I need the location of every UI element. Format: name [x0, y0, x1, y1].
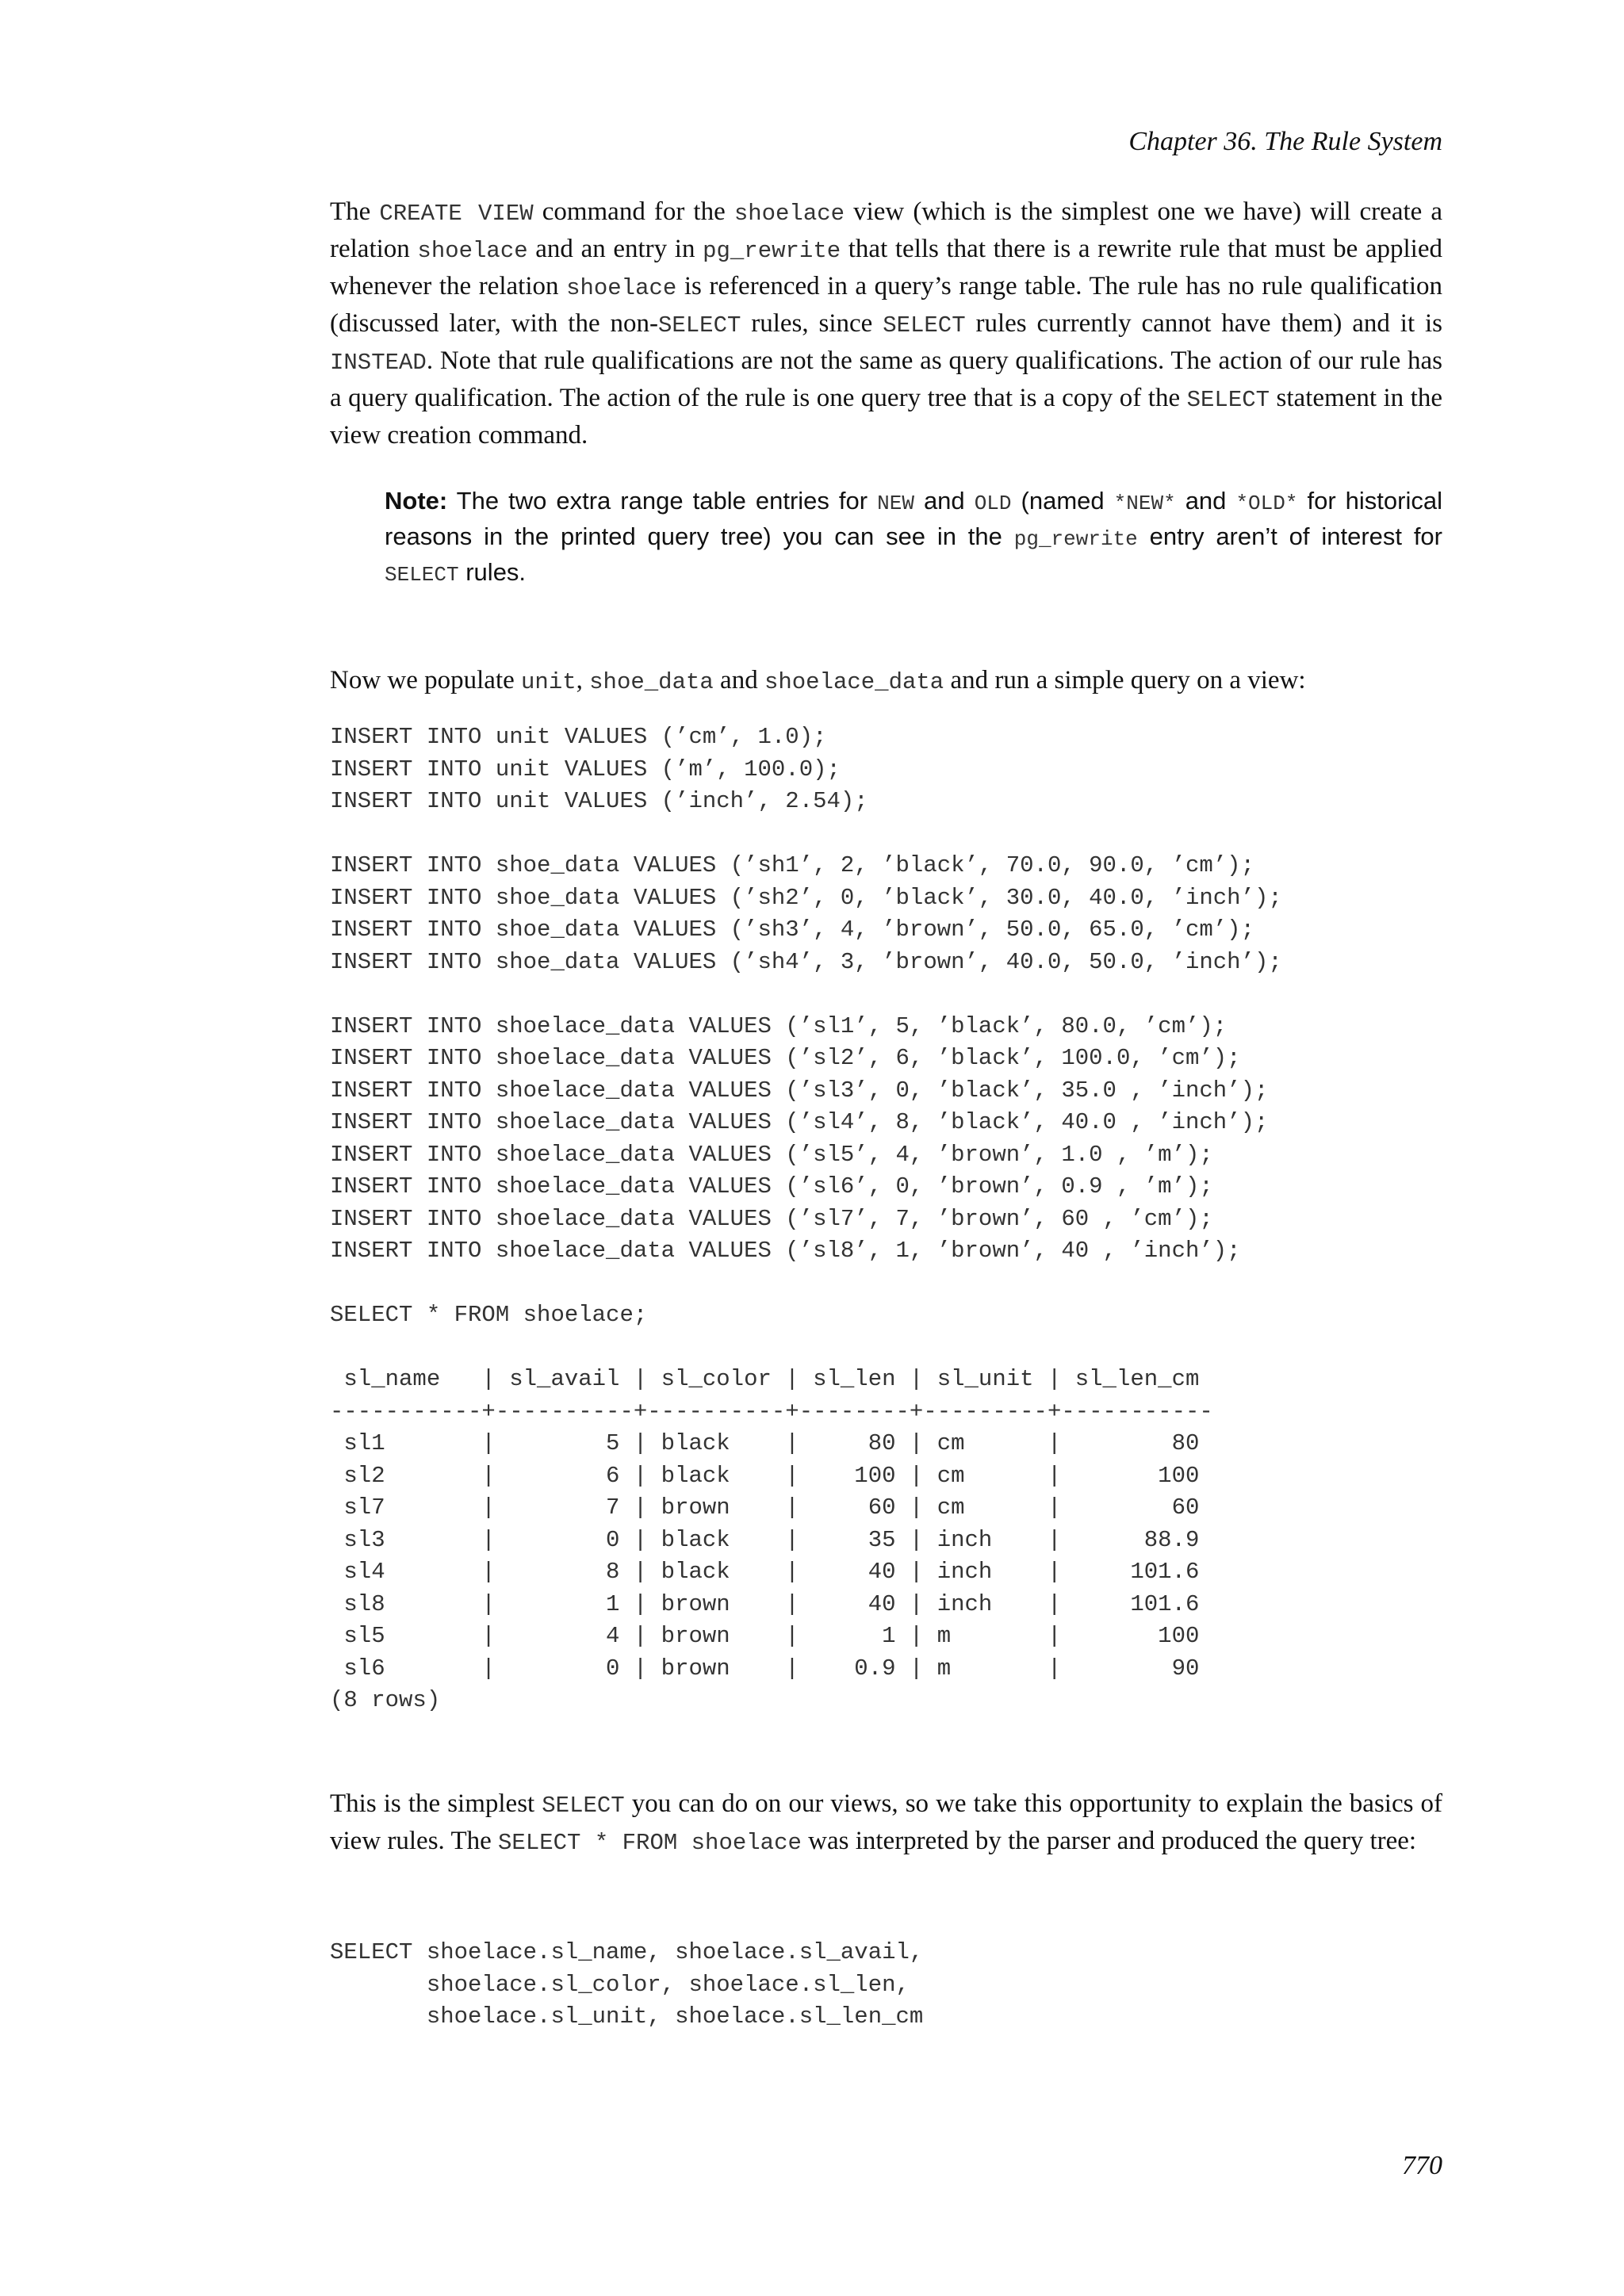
code-block-query-tree [330, 1937, 923, 2034]
text-run: entry aren’t of interest for [1137, 522, 1442, 550]
table-row: sl6 | 0 | brown | 0.9 | m | 90 [330, 1655, 1200, 1682]
inline-code: SELECT [883, 312, 966, 339]
note-block [385, 484, 1442, 591]
paragraph-create-view [330, 194, 1442, 453]
table-row: sl8 | 1 | brown | 40 | inch | 101.6 [330, 1590, 1200, 1617]
text-run: rules currently cannot have them) and it is [965, 309, 1442, 338]
code-line: INSERT INTO shoelace_data VALUES (’sl8’, 1, ’brown’, 40 , ’inch’); [330, 1238, 1241, 1264]
text-run: you can do on our views, so we take this opportunity to explain the basics of view rules. The [330, 1789, 1443, 1855]
table-row: sl2 | 6 | black | 100 | cm | 100 [330, 1462, 1200, 1489]
code-line: INSERT INTO shoelace_data VALUES (’sl3’, 0, ’black’, 35.0 , ’inch’); [330, 1077, 1269, 1104]
table-row: sl4 | 8 | black | 40 | inch | 101.6 [330, 1559, 1200, 1585]
text-run: rules, since [741, 309, 883, 338]
code-line: shoelace.sl_unit, shoelace.sl_len_cm [330, 2003, 924, 2030]
code-line: INSERT INTO shoelace_data VALUES (’sl2’, 6, ’black’, 100.0, ’cm’); [330, 1045, 1241, 1071]
code-line [330, 978, 1282, 1011]
paragraph-simplest-select [330, 1786, 1442, 1861]
code-line: INSERT INTO shoe_data VALUES (’sh2’, 0, ’black’, 30.0, 40.0, ’inch’); [330, 884, 1282, 911]
text-run: command for the [533, 197, 734, 226]
inline-code: SELECT [1186, 387, 1270, 413]
code-line [330, 818, 1282, 851]
page-number: 770 [1402, 2151, 1442, 2180]
note-label: Note: [385, 487, 448, 515]
text-run: view (which is the simplest one we have) will create a relation [330, 197, 1442, 263]
text-run: Now we populate [330, 666, 522, 695]
text-run: that tells that there is a rewrite rule that must be applied whenever the relation [330, 235, 1442, 300]
table-separator: -----------+----------+----------+--------+---------+----------- [330, 1398, 1213, 1425]
table-row: sl1 | 5 | black | 80 | cm | 80 [330, 1430, 1200, 1456]
text-run: The [330, 197, 380, 226]
paragraph-populate [330, 663, 1442, 700]
code-line: INSERT INTO unit VALUES (’cm’, 1.0); [330, 724, 827, 750]
text-run: is referenced in a query’s range table. The rule has no rule qualification (discussed later, with the non- [330, 272, 1443, 338]
code-line [330, 1332, 1282, 1364]
inline-code: *NEW* [1113, 492, 1176, 515]
text-run: and an entry in [527, 235, 703, 263]
code-line: SELECT * FROM shoelace; [330, 1302, 648, 1328]
text-run: . Note that rule qualifications are not the same as query qualifications. The action of our rule has a query qualification. The action of the rule is one query tree that is a copy of the [330, 346, 1442, 412]
text-run: was interpreted by the parser and produced the query tree: [801, 1827, 1417, 1855]
inline-code: OLD [974, 492, 1012, 515]
text-run: This is the simplest [330, 1789, 542, 1818]
text-run: (named [1011, 487, 1114, 515]
table-row: sl7 | 7 | brown | 60 | cm | 60 [330, 1494, 1200, 1521]
text-run: and run a simple query on a view: [944, 666, 1306, 695]
table-header: sl_name | sl_avail | sl_color | sl_len | sl_unit | sl_len_cm [330, 1366, 1200, 1392]
code-line: INSERT INTO shoelace_data VALUES (’sl5’, 4, ’brown’, 1.0 , ’m’); [330, 1141, 1213, 1168]
inline-code: *OLD* [1235, 492, 1298, 515]
code-line: INSERT INTO shoelace_data VALUES (’sl1’, 5, ’black’, 80.0, ’cm’); [330, 1012, 1228, 1039]
inline-code: pg_rewrite [703, 238, 841, 264]
text-run: , [576, 666, 590, 695]
text-run: statement in the view creation command. [330, 384, 1442, 450]
table-row: sl5 | 4 | brown | 1 | m | 100 [330, 1623, 1200, 1649]
code-line: INSERT INTO shoelace_data VALUES (’sl6’, 0, ’brown’, 0.9 , ’m’); [330, 1173, 1213, 1200]
inline-code: NEW [877, 492, 914, 515]
text-run: rules. [458, 558, 527, 586]
inline-code: shoelace [417, 238, 528, 264]
code-line [330, 1268, 1282, 1300]
text-run: and [1175, 487, 1236, 515]
code-line: INSERT INTO shoe_data VALUES (’sh4’, 3, ’brown’, 40.0, 50.0, ’inch’); [330, 948, 1282, 975]
inline-code: SELECT [657, 312, 741, 339]
row-count: (8 rows) [330, 1687, 441, 1713]
inline-code: pg_rewrite [1013, 527, 1138, 551]
code-line: INSERT INTO unit VALUES (’inch’, 2.54); [330, 788, 868, 814]
text-run: The two extra range table entries for [447, 487, 878, 515]
code-line: INSERT INTO unit VALUES (’m’, 100.0); [330, 756, 841, 783]
inline-code: unit [521, 669, 576, 695]
inline-code: shoelace [566, 275, 677, 301]
chapter-header: Chapter 36. The Rule System [1128, 127, 1442, 156]
code-block-inserts [330, 721, 1282, 1717]
inline-code: shoe_data [589, 669, 714, 695]
inline-code: CREATE VIEW [379, 201, 534, 227]
inline-code: SELECT [385, 563, 459, 587]
inline-code: shoelace [733, 201, 845, 227]
text-run: and [713, 666, 764, 695]
text-run: for historical reasons in the printed query tree) you can see in the [385, 487, 1442, 550]
code-line: INSERT INTO shoe_data VALUES (’sh1’, 2, ’black’, 70.0, 90.0, ’cm’); [330, 852, 1254, 878]
code-line: INSERT INTO shoe_data VALUES (’sh3’, 4, ’brown’, 50.0, 65.0, ’cm’); [330, 916, 1254, 943]
inline-code: INSTEAD [330, 350, 427, 376]
code-line: INSERT INTO shoelace_data VALUES (’sl4’, 8, ’black’, 40.0 , ’inch’); [330, 1109, 1269, 1135]
inline-code: SELECT [542, 1793, 625, 1819]
code-line: shoelace.sl_color, shoelace.sl_len, [330, 1971, 910, 1998]
text-run: and [914, 487, 975, 515]
code-line: SELECT shoelace.sl_name, shoelace.sl_avail, [330, 1939, 924, 1965]
inline-code: SELECT * FROM shoelace [498, 1830, 802, 1856]
table-row: sl3 | 0 | black | 35 | inch | 88.9 [330, 1526, 1200, 1553]
code-line: INSERT INTO shoelace_data VALUES (’sl7’, 7, ’brown’, 60 , ’cm’); [330, 1205, 1213, 1232]
inline-code: shoelace_data [764, 669, 944, 695]
